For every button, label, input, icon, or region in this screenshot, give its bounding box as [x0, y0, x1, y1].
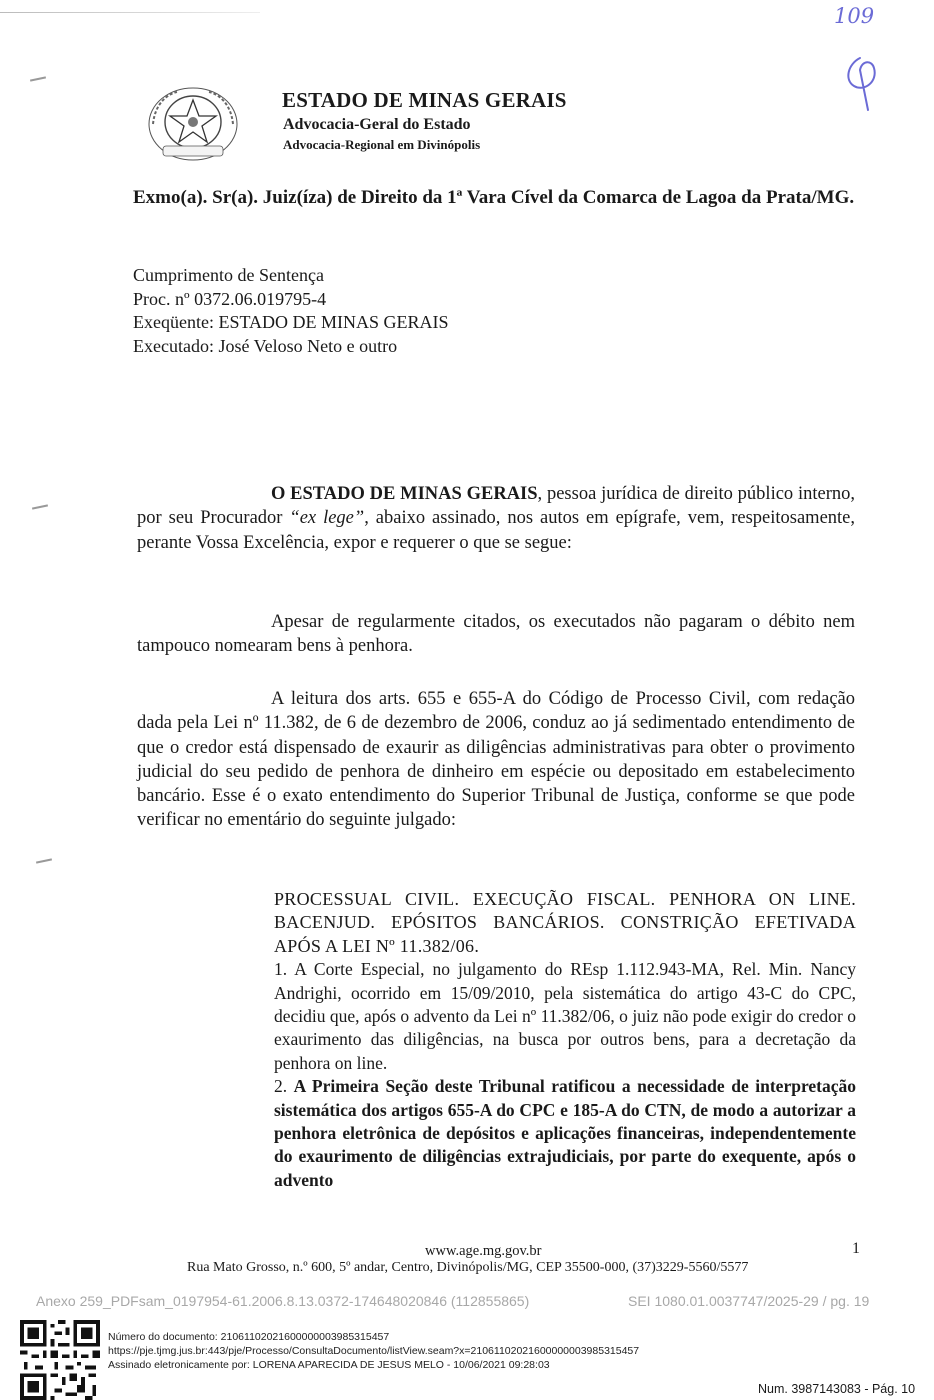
- document-metadata: [108, 1330, 639, 1372]
- paragraph-intro: O ESTADO DE MINAS GERAIS, pessoa jurídica de direito público interno, por seu Procurador “ex lege”, abaixo assinado, nos autos em epígrafe, vem, respeitosamente, perante Vossa Excelência, expor e requerer o que se segue:: [137, 484, 856, 553]
- addressee: Exmo(a). Sr(a). Juiz(íza) de Direito da 1ª Vara Cível da Comarca de Lagoa da Prata/MG.: [133, 187, 855, 208]
- case-plaintiff: Exeqüente: ESTADO DE MINAS GERAIS: [133, 312, 449, 332]
- handwritten-page-number: 109: [834, 4, 875, 28]
- document-num-page: Num. 3987143083 - Pág. 10: [758, 1382, 916, 1396]
- party-name: O ESTADO DE MINAS GERAIS: [271, 484, 538, 504]
- case-defendant: Executado: José Veloso Neto e outro: [133, 335, 398, 356]
- footer-page-number: 1: [852, 1240, 860, 1257]
- footer-website: www.age.mg.gov.br: [425, 1243, 542, 1259]
- qr-code-icon: [20, 1320, 100, 1400]
- header-regional-office: Advocacia-Regional em Divinópolis: [283, 137, 481, 152]
- document-url: https://pje.tjmg.jus.br:443/pje/Processo/ConsultaDocumento/listView.seam?x=21061102021600000003985315457: [108, 1345, 640, 1357]
- sei-reference: SEI 1080.01.0037747/2025-29 / pg. 19: [628, 1293, 870, 1309]
- footer-address: Rua Mato Grosso, n.º 600, 5º andar, Centro, Divinópolis/MG, CEP 35500-000, (37)3229-5560/5577: [187, 1260, 749, 1275]
- scan-artifact-mark: [30, 76, 46, 81]
- paragraph-no-payment: Apesar de regularmente citados, os executados não pagaram o débito nem tampouco nomearam bens à penhora.: [137, 612, 855, 657]
- header-state-name: ESTADO DE MINAS GERAIS: [282, 88, 567, 112]
- scan-artifact-mark: [32, 504, 48, 509]
- case-process-number: Proc. nº 0372.06.019795-4: [133, 288, 327, 309]
- quoted-ruling: [274, 888, 856, 1192]
- ruling-heading: PROCESSUAL CIVIL. EXECUÇÃO FISCAL. PENHORA ON LINE. BACENJUD. EPÓSITOS BANCÁRIOS. CONSTRIÇÃO EFETIVADA APÓS A LEI Nº 11.382/06.: [274, 889, 856, 956]
- ruling-item-1: 1. A Corte Especial, no julgamento do REsp 1.112.943-MA, Rel. Min. Nancy Andrighi, ocorrido em 15/09/2010, pela sistemática do artigo 43-C do CPC, decidiu que, após o advento da Lei nº 11.382/06, o juiz não pode exigir do credor o exaurimento das diligências, na busca por outros bens, para a decretação da penhora on line.: [274, 959, 856, 1073]
- document-number: Número do documento: 21061102021600000003985315457: [108, 1331, 390, 1343]
- case-info: [133, 264, 449, 358]
- header-agency: Advocacia-Geral do Estado: [283, 116, 471, 133]
- annex-reference: Anexo 259_PDFsam_0197954-61.2006.8.13.0372-174648020846 (112855865): [36, 1293, 530, 1309]
- paragraph-legal-basis: A leitura dos arts. 655 e 655-A do Código de Processo Civil, com redação dada pela Lei nº 11.382, de 6 de dezembro de 2006, conduz ao já sedimentado entendimento de que o credor está dispensado de exaurir as diligências administrativas para obter o provimento judicial do seu pedido de penhora de dinheiro em espécie ou depositado em estabelecimento bancário. Esse é o exato entendimento do Superior Tribunal de Justiça, conforme se que pode verificar no ementário do seguinte julgado:: [137, 689, 855, 831]
- scan-artifact-line: [0, 12, 260, 13]
- handwritten-initials-icon: [838, 54, 884, 112]
- coat-of-arms-icon: [147, 84, 239, 162]
- scan-artifact-mark: [36, 858, 52, 863]
- case-type: Cumprimento de Sentença: [133, 265, 324, 285]
- ruling-item-2: 2. A Primeira Seção deste Tribunal ratificou a necessidade de interpretação sistemática dos artigos 655-A do CPC e 185-A do CTN, de modo a autorizar a penhora eletrônica de depósitos e aplicações financeiras, independentemente do exaurimento de diligências extrajudiciais, por parte do exequente, após o advento: [274, 1076, 857, 1190]
- ex-lege-term: “ex lege”: [289, 508, 365, 529]
- signature-line: Assinado eletronicamente por: LORENA APARECIDA DE JESUS MELO - 10/06/2021 09:28:03: [108, 1359, 550, 1371]
